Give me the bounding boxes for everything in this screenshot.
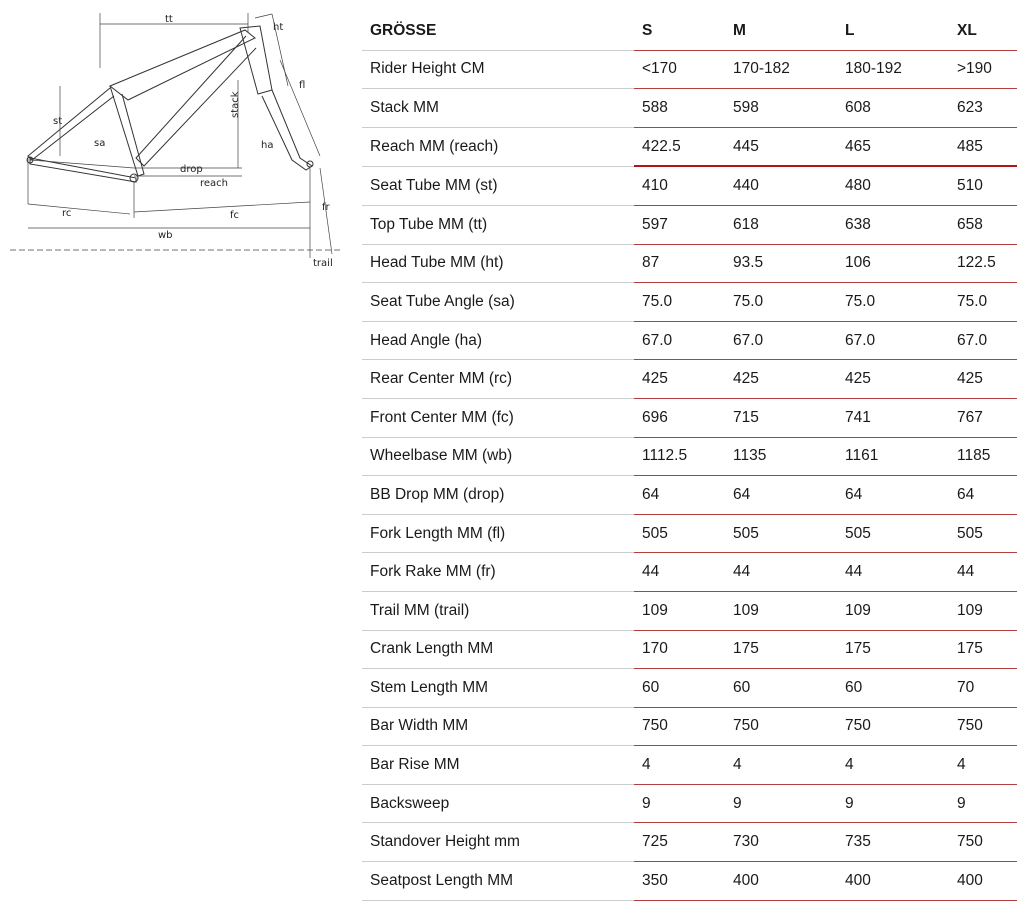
row-label: Crank Length MM bbox=[362, 630, 634, 669]
row-value: 425 bbox=[725, 360, 837, 399]
row-label: Seatpost Length MM bbox=[362, 862, 634, 901]
dim-label-ha: ha bbox=[261, 140, 274, 151]
row-value: 767 bbox=[949, 398, 1017, 437]
fork-outline bbox=[262, 90, 312, 170]
row-value: 109 bbox=[634, 591, 725, 630]
table-row bbox=[362, 476, 1017, 515]
dim-label-ht: ht bbox=[273, 22, 284, 33]
row-value: 350 bbox=[634, 862, 725, 901]
table-row bbox=[362, 514, 1017, 553]
table-row bbox=[362, 784, 1017, 823]
row-value: 510 bbox=[949, 166, 1017, 205]
row-value: 9 bbox=[634, 784, 725, 823]
row-value: 598 bbox=[725, 89, 837, 128]
row-value: 1185 bbox=[949, 437, 1017, 476]
row-value: 505 bbox=[949, 514, 1017, 553]
dim-label-sa: sa bbox=[94, 138, 106, 149]
row-value: 505 bbox=[725, 514, 837, 553]
size-header-m: M bbox=[725, 12, 837, 50]
front-axle bbox=[307, 161, 313, 167]
row-value: 425 bbox=[634, 360, 725, 399]
row-value: 9 bbox=[837, 784, 949, 823]
table-row bbox=[362, 669, 1017, 708]
row-label: Bar Width MM bbox=[362, 707, 634, 746]
chain-stay-outline bbox=[30, 158, 136, 182]
row-label: Fork Length MM (fl) bbox=[362, 514, 634, 553]
row-value: 750 bbox=[949, 823, 1017, 862]
row-value: 638 bbox=[837, 205, 949, 244]
row-value: 44 bbox=[725, 553, 837, 592]
row-value: 75.0 bbox=[837, 283, 949, 322]
table-row bbox=[362, 283, 1017, 322]
row-value: 750 bbox=[725, 707, 837, 746]
row-value: 597 bbox=[634, 205, 725, 244]
row-value: 75.0 bbox=[949, 283, 1017, 322]
row-label: Trail MM (trail) bbox=[362, 591, 634, 630]
row-value: 75.0 bbox=[725, 283, 837, 322]
row-value: 445 bbox=[725, 127, 837, 166]
row-value: 422.5 bbox=[634, 127, 725, 166]
table-row bbox=[362, 89, 1017, 128]
row-value: 440 bbox=[725, 166, 837, 205]
row-label: Bar Rise MM bbox=[362, 746, 634, 785]
row-value: 410 bbox=[634, 166, 725, 205]
size-header-s: S bbox=[634, 12, 725, 50]
row-value: 505 bbox=[837, 514, 949, 553]
row-value: 618 bbox=[725, 205, 837, 244]
dim-label-fl: fl bbox=[299, 80, 306, 91]
row-value: 730 bbox=[725, 823, 837, 862]
table-row bbox=[362, 746, 1017, 785]
row-value: 623 bbox=[949, 89, 1017, 128]
row-value: 715 bbox=[725, 398, 837, 437]
row-value: 1112.5 bbox=[634, 437, 725, 476]
row-value: 67.0 bbox=[725, 321, 837, 360]
table-row bbox=[362, 50, 1017, 89]
dim-label-st: st bbox=[53, 116, 63, 127]
row-value: 465 bbox=[837, 127, 949, 166]
row-value: 608 bbox=[837, 89, 949, 128]
row-value: 505 bbox=[634, 514, 725, 553]
row-value: 400 bbox=[725, 862, 837, 901]
row-value: 87 bbox=[634, 244, 725, 283]
row-value: >190 bbox=[949, 50, 1017, 89]
dim-label-drop: drop bbox=[180, 164, 203, 175]
dim-label-fc: fc bbox=[230, 210, 240, 221]
row-value: 60 bbox=[837, 669, 949, 708]
dim-label-rc: rc bbox=[62, 208, 72, 219]
row-value: 4 bbox=[949, 746, 1017, 785]
table-row bbox=[362, 127, 1017, 166]
row-value: 4 bbox=[725, 746, 837, 785]
row-label: Head Angle (ha) bbox=[362, 321, 634, 360]
size-header-xl: XL bbox=[949, 12, 1017, 50]
top-tube-outline bbox=[110, 30, 255, 100]
row-value: 9 bbox=[949, 784, 1017, 823]
dim-label-stack: stack bbox=[230, 91, 241, 118]
row-value: 93.5 bbox=[725, 244, 837, 283]
table-body bbox=[362, 50, 1017, 900]
row-value: 44 bbox=[634, 553, 725, 592]
table-row bbox=[362, 862, 1017, 901]
row-value: 741 bbox=[837, 398, 949, 437]
row-value: 70 bbox=[949, 669, 1017, 708]
row-value: 400 bbox=[949, 862, 1017, 901]
row-value: 175 bbox=[725, 630, 837, 669]
table-row bbox=[362, 630, 1017, 669]
row-value: 725 bbox=[634, 823, 725, 862]
row-label: Front Center MM (fc) bbox=[362, 398, 634, 437]
row-label: Rider Height CM bbox=[362, 50, 634, 89]
row-value: 696 bbox=[634, 398, 725, 437]
dim-label-trail: trail bbox=[313, 258, 333, 269]
row-value: 425 bbox=[949, 360, 1017, 399]
table-row bbox=[362, 360, 1017, 399]
row-value: 735 bbox=[837, 823, 949, 862]
row-label: Top Tube MM (tt) bbox=[362, 205, 634, 244]
row-value: 9 bbox=[725, 784, 837, 823]
row-value: 480 bbox=[837, 166, 949, 205]
row-value: 175 bbox=[837, 630, 949, 669]
table-row bbox=[362, 553, 1017, 592]
table-header-row bbox=[362, 12, 1017, 50]
row-label: Stack MM bbox=[362, 89, 634, 128]
frame-geometry-diagram bbox=[10, 8, 345, 273]
table-row bbox=[362, 166, 1017, 205]
row-value: 75.0 bbox=[634, 283, 725, 322]
row-value: 4 bbox=[634, 746, 725, 785]
row-value: 64 bbox=[837, 476, 949, 515]
row-value: 67.0 bbox=[837, 321, 949, 360]
size-header-l: L bbox=[837, 12, 949, 50]
table-row bbox=[362, 244, 1017, 283]
row-label: Stem Length MM bbox=[362, 669, 634, 708]
row-label: Fork Rake MM (fr) bbox=[362, 553, 634, 592]
row-value: 170 bbox=[634, 630, 725, 669]
row-value: 44 bbox=[949, 553, 1017, 592]
row-value: 109 bbox=[949, 591, 1017, 630]
row-label: Seat Tube MM (st) bbox=[362, 166, 634, 205]
row-value: 64 bbox=[725, 476, 837, 515]
row-value: <170 bbox=[634, 50, 725, 89]
row-label: Reach MM (reach) bbox=[362, 127, 634, 166]
dim-label-fr: fr bbox=[322, 202, 330, 213]
table-row bbox=[362, 205, 1017, 244]
row-value: 588 bbox=[634, 89, 725, 128]
table-row bbox=[362, 823, 1017, 862]
table-row bbox=[362, 398, 1017, 437]
row-value: 175 bbox=[949, 630, 1017, 669]
size-header-label: GRÖSSE bbox=[362, 12, 634, 50]
row-value: 4 bbox=[837, 746, 949, 785]
row-value: 67.0 bbox=[634, 321, 725, 360]
table-row bbox=[362, 321, 1017, 360]
row-value: 425 bbox=[837, 360, 949, 399]
table-row bbox=[362, 591, 1017, 630]
row-value: 485 bbox=[949, 127, 1017, 166]
row-value: 109 bbox=[837, 591, 949, 630]
row-label: Rear Center MM (rc) bbox=[362, 360, 634, 399]
row-value: 750 bbox=[837, 707, 949, 746]
row-label: Standover Height mm bbox=[362, 823, 634, 862]
row-value: 60 bbox=[634, 669, 725, 708]
row-value: 44 bbox=[837, 553, 949, 592]
row-value: 122.5 bbox=[949, 244, 1017, 283]
row-label: BB Drop MM (drop) bbox=[362, 476, 634, 515]
row-value: 658 bbox=[949, 205, 1017, 244]
row-value: 170-182 bbox=[725, 50, 837, 89]
row-value: 180-192 bbox=[837, 50, 949, 89]
row-value: 1135 bbox=[725, 437, 837, 476]
geometry-table bbox=[362, 12, 1017, 901]
row-value: 750 bbox=[949, 707, 1017, 746]
row-value: 109 bbox=[725, 591, 837, 630]
dim-label-reach: reach bbox=[200, 178, 229, 189]
row-value: 750 bbox=[634, 707, 725, 746]
dim-label-wb: wb bbox=[158, 230, 173, 241]
seat-stay-outline bbox=[28, 88, 114, 160]
row-value: 1161 bbox=[837, 437, 949, 476]
table-row bbox=[362, 707, 1017, 746]
row-label: Wheelbase MM (wb) bbox=[362, 437, 634, 476]
row-value: 106 bbox=[837, 244, 949, 283]
row-label: Head Tube MM (ht) bbox=[362, 244, 634, 283]
row-label: Backsweep bbox=[362, 784, 634, 823]
row-value: 60 bbox=[725, 669, 837, 708]
table-row bbox=[362, 437, 1017, 476]
row-value: 400 bbox=[837, 862, 949, 901]
dim-label-tt: tt bbox=[165, 14, 173, 25]
row-value: 64 bbox=[949, 476, 1017, 515]
row-value: 67.0 bbox=[949, 321, 1017, 360]
row-value: 64 bbox=[634, 476, 725, 515]
row-label: Seat Tube Angle (sa) bbox=[362, 283, 634, 322]
